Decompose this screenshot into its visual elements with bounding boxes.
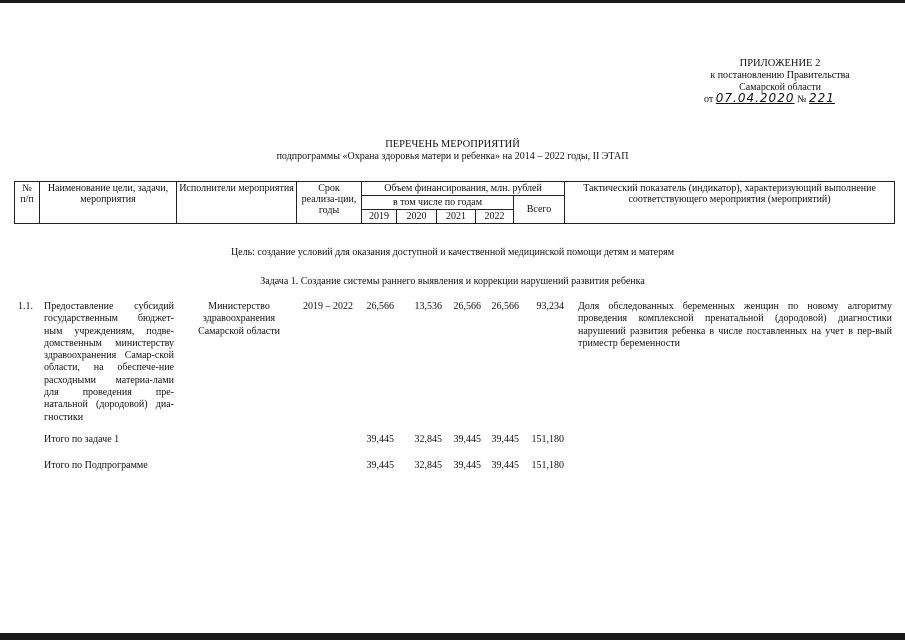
row-total: 93,234 — [536, 301, 564, 312]
appendix-block — [680, 58, 880, 94]
header-num: № п/п — [15, 182, 40, 224]
total-program-sum: 151,180 — [531, 460, 564, 471]
appendix-number: 221 — [809, 91, 835, 105]
total-task-sum: 151,180 — [531, 434, 564, 445]
header-name: Наименование цели, задачи, мероприятия — [40, 182, 177, 224]
scan-edge-top — [0, 0, 905, 3]
header-year-2022: 2022 — [476, 210, 514, 224]
appendix-line-2: Самарской области — [739, 82, 821, 93]
row-term: 2019 – 2022 — [303, 301, 353, 312]
total-task-label: Итого по задаче 1 — [44, 434, 120, 445]
total-program-2022: 39,445 — [491, 460, 519, 471]
row-executor: Министерство здравоохранения Самарской области — [198, 301, 280, 337]
date-prefix: от — [704, 94, 714, 105]
header-year-2019: 2019 — [362, 210, 397, 224]
table-header — [14, 181, 895, 224]
total-program-2019: 39,445 — [366, 460, 394, 471]
header-funding: Объем финансирования, млн. рублей — [362, 182, 565, 196]
row-value-2021: 26,566 — [453, 301, 481, 312]
row-value-2020: 13,536 — [414, 301, 442, 312]
header-year-2021: 2021 — [437, 210, 476, 224]
total-task-2020: 32,845 — [414, 434, 442, 445]
total-program-2021: 39,445 — [453, 460, 481, 471]
total-program-label: Итого по Подпрограмме — [44, 460, 148, 471]
number-prefix: № — [796, 94, 807, 105]
row-indicator: Доля обследованных беременных женщин по новому алгоритму проведения комплексной пренатальной (дородовой) диагностики нарушений развития ребенка в числе поставленных на учет в пер-вый триместр беременности — [578, 301, 892, 349]
header-by-years: в том числе по годам — [362, 196, 514, 210]
header-total: Всего — [514, 196, 565, 224]
total-program-2020: 32,845 — [414, 460, 442, 471]
header-indicator: Тактический показатель (индикатор), характеризующий выполнение соответствующего мероприятия (мероприятий) — [565, 182, 895, 224]
row-name: Предоставление субсидий государственным бюджет-ным учреждениям, подве-домственным министерству здравоохранения Самар-ской области, на обеспече-ние расходными материа-лами для проведения пре-натальной (дородовой) диа-гностики — [44, 301, 174, 423]
row-value-2019: 26,566 — [366, 301, 394, 312]
document-title: ПЕРЕЧЕНЬ МЕРОПРИЯТИЙ — [385, 139, 520, 150]
appendix-date: 07.04.2020 — [715, 91, 795, 105]
appendix-title: ПРИЛОЖЕНИЕ 2 — [739, 58, 821, 69]
appendix-date-line — [704, 91, 835, 106]
row-value-2022: 26,566 — [491, 301, 519, 312]
appendix-line-1: к постановлению Правительства — [710, 70, 850, 81]
header-year-2020: 2020 — [397, 210, 437, 224]
goal-heading: Цель: создание условий для оказания доступной и качественной медицинской помощи детям и матерям — [230, 247, 675, 258]
row-num: 1.1. — [18, 301, 33, 312]
header-executor: Исполнители мероприятия — [177, 182, 297, 224]
scan-edge-bottom — [0, 633, 905, 640]
total-task-2019: 39,445 — [366, 434, 394, 445]
header-term: Срок реализа-ции, годы — [297, 182, 362, 224]
document-subtitle: подпрограммы «Охрана здоровья матери и ребенка» на 2014 – 2022 годы, II ЭТАП — [276, 151, 629, 162]
total-task-2022: 39,445 — [491, 434, 519, 445]
total-task-2021: 39,445 — [453, 434, 481, 445]
task-heading: Задача 1. Создание системы раннего выявления и коррекции нарушений развития ребенка — [260, 276, 645, 287]
